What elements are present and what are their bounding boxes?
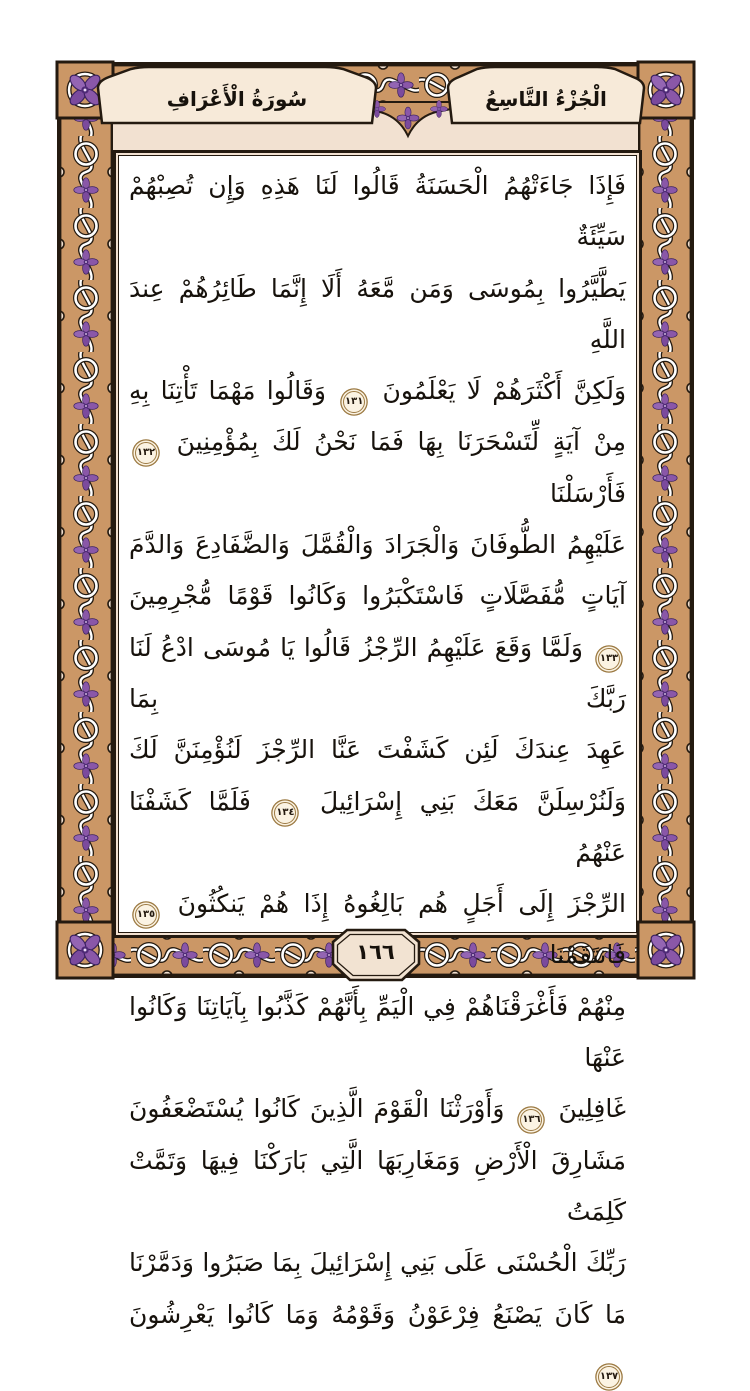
verse-number-medallion: ١٣٣ bbox=[598, 648, 620, 670]
verse-text: وَلَنُرْسِلَنَّ مَعَكَ بَنِي إِسْرَائِيلَ bbox=[320, 786, 626, 816]
ornate-border-frame bbox=[57, 62, 694, 1382]
quran-line bbox=[129, 724, 626, 775]
quran-line bbox=[129, 519, 626, 570]
quran-line bbox=[129, 160, 626, 263]
verse-text: عَلَيْهِمُ الطُّوفَانَ وَالْجَرَادَ وَالْقُمَّلَ وَالضَّفَادِعَ وَالدَّمَ bbox=[129, 530, 626, 560]
border-strip-left bbox=[59, 64, 113, 976]
verse-text: مِنْهُمْ فَأَغْرَقْنَاهُمْ فِي الْيَمِّ بِأَنَّهُمْ كَذَّبُوا بِآيَاتِنَا وَكَانُوا عَنْهَا bbox=[129, 991, 626, 1073]
page-number: ١٦٦ bbox=[356, 940, 395, 964]
surah-title-cartouche bbox=[97, 66, 377, 124]
verse-number-medallion: ١٣٦ bbox=[520, 1109, 542, 1131]
verse-text: مِنْ آيَةٍ لِّتَسْحَرَنَا بِهَا فَمَا نَحْنُ لَكَ بِمُؤْمِنِينَ bbox=[176, 427, 626, 457]
verse-text: فَلَمَّا كَشَفْنَا عَنْهُمُ bbox=[129, 786, 626, 867]
verse-text: وَأَوْرَثْنَا الْقَوْمَ الَّذِينَ كَانُوا يُسْتَضْعَفُونَ bbox=[129, 1094, 505, 1124]
verse-text: فَإِذَا جَاءَتْهُمُ الْحَسَنَةُ قَالُوا لَنَا هَذِهِ وَإِن تُصِبْهُمْ سَيِّئَةٌ bbox=[129, 171, 626, 252]
verse-text: رَبِّكَ الْحُسْنَى عَلَى بَنِي إِسْرَائِيلَ بِمَا صَبَرُوا وَدَمَّرْنَا bbox=[129, 1248, 626, 1278]
verse-text: وَلَكِنَّ أَكْثَرَهُمْ لَا يَعْلَمُونَ bbox=[382, 376, 627, 406]
corner-rosette-icon bbox=[638, 62, 694, 118]
page-number-cartouche bbox=[331, 928, 421, 982]
verse-number-medallion: ١٣١ bbox=[343, 391, 365, 413]
corner-rosette-icon bbox=[57, 922, 113, 978]
quran-line bbox=[129, 263, 626, 366]
verse-number-medallion: ١٣٧ bbox=[598, 1366, 620, 1388]
verse-text: مَا كَانَ يَصْنَعُ فِرْعَوْنُ وَقَوْمُهُ وَمَا كَانُوا يَعْرِشُونَ bbox=[129, 1299, 626, 1329]
corner-rosette-icon bbox=[638, 922, 694, 978]
border-strip-right bbox=[638, 64, 692, 976]
verse-text: الرِّجْزَ إِلَى أَجَلٍ هُم بَالِغُوهُ إِذَا هُمْ يَنكُثُونَ bbox=[177, 889, 626, 919]
quran-line bbox=[129, 1135, 626, 1238]
verse-text: غَافِلِينَ bbox=[558, 1094, 627, 1124]
verse-text: وَقَالُوا مَهْمَا تَأْتِنَا بِهِ bbox=[129, 376, 326, 406]
quran-line bbox=[129, 1083, 626, 1134]
quran-line bbox=[129, 1237, 626, 1288]
quran-line bbox=[129, 416, 626, 519]
quran-line bbox=[129, 570, 626, 621]
quran-line bbox=[129, 365, 626, 416]
verse-text: عَهِدَ عِندَكَ لَئِن كَشَفْتَ عَنَّا الرِّجْزَ لَنُؤْمِنَنَّ لَكَ bbox=[129, 735, 626, 765]
surah-title-label: سُورَةُ الْأَعْرَافِ bbox=[166, 87, 308, 111]
verse-number-medallion: ١٣٢ bbox=[135, 442, 157, 464]
quran-line bbox=[129, 776, 626, 879]
verse-number-medallion: ١٣٤ bbox=[274, 802, 296, 824]
verse-text: وَلَمَّا وَقَعَ عَلَيْهِمُ الرِّجْزُ قَالُوا يَا مُوسَى ادْعُ لَنَا رَبَّكَ بِمَا bbox=[129, 632, 626, 713]
quran-line bbox=[129, 622, 626, 725]
juz-title-cartouche bbox=[447, 66, 645, 124]
verse-text: آيَاتٍ مُّفَصَّلَاتٍ فَاسْتَكْبَرُوا وَكَانُوا قَوْمًا مُّجْرِمِينَ bbox=[129, 581, 626, 611]
verse-text: يَطَّيَّرُوا بِمُوسَى وَمَن مَّعَهُ أَلَا إِنَّمَا طَائِرُهُمْ عِندَ اللَّهِ bbox=[129, 273, 626, 354]
juz-title-label: الْجُزْءُ التَّاسِعُ bbox=[485, 87, 607, 111]
verse-text: فَأَرْسَلْنَا bbox=[549, 478, 626, 508]
quran-line bbox=[129, 1289, 626, 1391]
verse-text: فَانتَقَمْنَا bbox=[549, 940, 626, 970]
verse-number-medallion: ١٣٥ bbox=[135, 904, 157, 926]
verse-text: مَشَارِقَ الْأَرْضِ وَمَغَارِبَهَا الَّتِي بَارَكْنَا فِيهَا وَتَمَّتْ كَلِمَتُ bbox=[129, 1145, 626, 1226]
quran-line bbox=[129, 981, 626, 1084]
